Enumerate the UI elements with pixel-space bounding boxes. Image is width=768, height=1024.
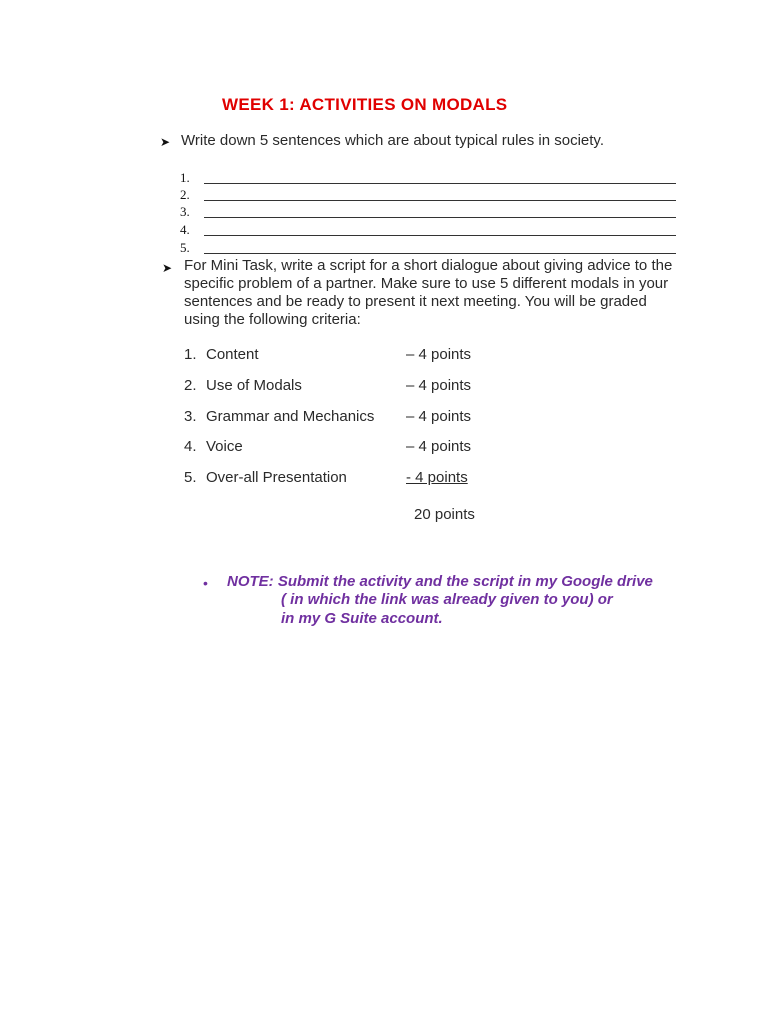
page-title: WEEK 1: ACTIVITIES ON MODALS (222, 95, 508, 114)
task2-line: specific problem of a partner. Make sure to use 5 different modals in your (184, 275, 669, 292)
criteria-number: 2. (184, 377, 197, 394)
criteria-label: Grammar and Mechanics (206, 408, 375, 425)
answer-blank (204, 217, 676, 218)
criteria-points: – 4 points (406, 377, 472, 394)
answer-blank (204, 183, 676, 184)
answer-blank (204, 253, 676, 254)
answer-line (180, 222, 680, 239)
criteria-label: Voice (206, 438, 243, 455)
task2-line: For Mini Task, write a script for a short dialogue about giving advice to the (184, 257, 673, 274)
answer-line-number: 1. (180, 170, 190, 185)
note-bullet: • (203, 575, 208, 591)
answer-blank (204, 200, 676, 201)
answer-line (180, 204, 680, 221)
answer-line (180, 170, 680, 187)
criteria-number: 3. (184, 408, 197, 425)
note-line: in my G Suite account. (281, 610, 443, 627)
criteria-number: 1. (184, 346, 197, 363)
criteria-points: – 4 points (406, 438, 472, 455)
answer-line-number: 4. (180, 222, 190, 237)
answer-blank (204, 235, 676, 236)
criteria-number: 5. (184, 469, 197, 486)
answer-line-number: 2. (180, 187, 190, 202)
note-line: NOTE: Submit the activity and the script in my Google drive (227, 573, 653, 590)
criteria-label: Over-all Presentation (206, 469, 347, 486)
note-line: ( in which the link was already given to you) or (281, 591, 613, 608)
criteria-points: - 4 points (406, 469, 468, 486)
criteria-points: – 4 points (406, 408, 472, 425)
task1-instruction: Write down 5 sentences which are about typical rules in society. (181, 132, 604, 149)
task2-line: sentences and be ready to present it next meeting. You will be graded (184, 293, 647, 310)
task2-line: using the following criteria: (184, 311, 361, 328)
arrow-bullet-icon: ➤ (162, 261, 173, 275)
answer-line-number: 5. (180, 240, 190, 255)
criteria-number: 4. (184, 438, 197, 455)
criteria-points: – 4 points (406, 346, 472, 363)
answer-line (180, 240, 680, 257)
answer-line (180, 187, 680, 204)
criteria-label: Use of Modals (206, 377, 302, 394)
arrow-bullet-icon: ➤ (160, 135, 171, 149)
criteria-label: Content (206, 346, 259, 363)
answer-line-number: 3. (180, 204, 190, 219)
total-points: 20 points (414, 506, 475, 523)
